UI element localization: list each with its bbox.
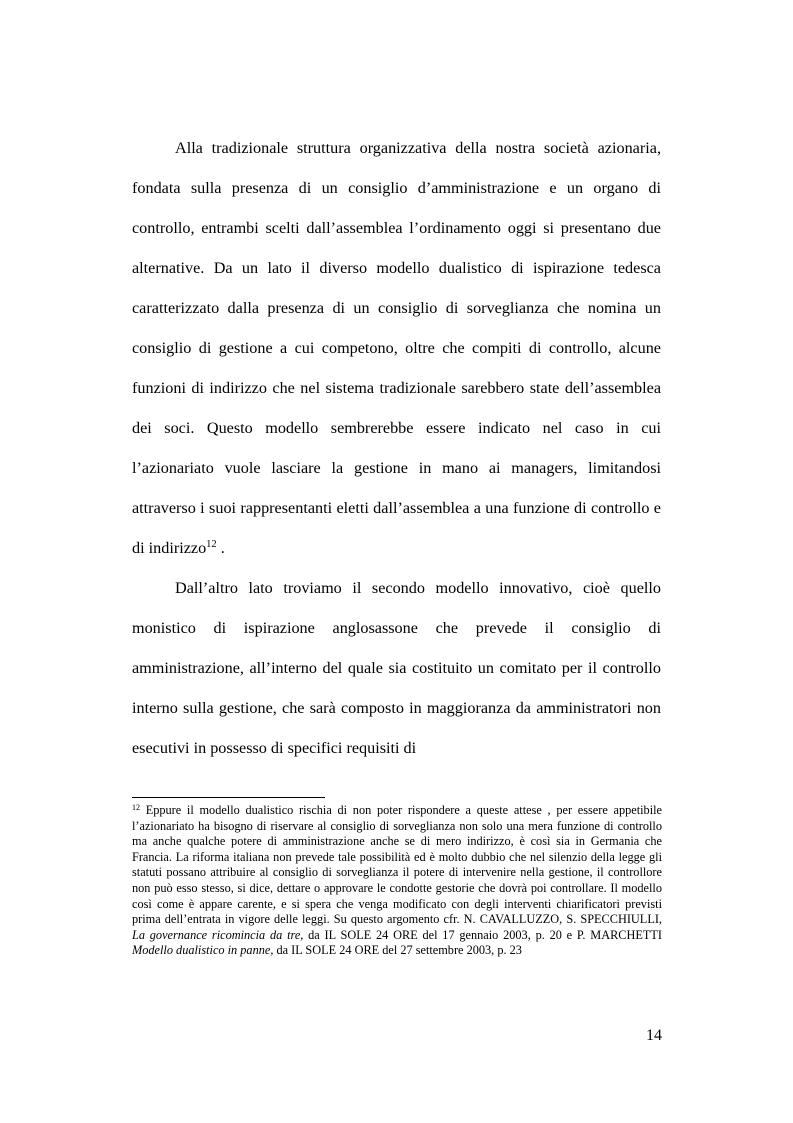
footnote: [132, 803, 662, 959]
footnote-reference[interactable]: 12: [206, 539, 217, 550]
footnote-title-2: Modello dualistico in panne,: [132, 943, 274, 958]
footnote-number: 12: [132, 803, 140, 812]
footnote-separator: [132, 797, 325, 798]
paragraph-1-end: .: [216, 539, 225, 557]
paragraph-2: Dall’altro lato troviamo il secondo modello innovativo, cioè quello monistico di ispirazione anglosassone che prevede il consiglio di amministrazione, all’interno del quale sia costituito un comitato per il controllo interno sulla gestione, che sarà composto in maggioranza da amministratori non esecutivi in possesso di specifici requisiti di: [132, 579, 661, 757]
body-text: [132, 128, 661, 768]
paragraph-1-text: Alla tradizionale struttura organizzativa della nostra società azionaria, fondata sulla presenza di un consiglio d’amministrazione e un organo di controllo, entrambi scelti dall’assemblea l’ordinamento oggi si presentano due alternative. Da un lato il diverso modello dualistico di ispirazione tedesca caratterizzato dalla presenza di un consiglio di sorveglianza che nomina un consiglio di gestione a cui competono, oltre che compiti di controllo, alcune funzioni di indirizzo che nel sistema tradizionale sarebbero state dell’assemblea dei soci. Questo modello sembrerebbe essere indicato nel caso in cui l’azionariato vuole lasciare la gestione in mano ai managers, limitandosi attraverso i suoi rappresentanti eletti dall’assemblea a una funzione di controllo e di indirizzo: [132, 139, 661, 557]
footnote-text-3: da IL SOLE 24 ORE del 27 settembre 2003, p. 23: [273, 943, 522, 958]
footnote-title-1: La governance ricomincia da tre,: [132, 927, 304, 942]
page-number: 14: [646, 1027, 662, 1044]
paragraph-1: [132, 128, 661, 568]
footnote-text-1: Eppure il modello dualistico rischia di non poter rispondere a queste attese , per essere appetibile l’azionariato ha bisogno di riservare al consiglio di sorveglianza non solo una mera funzione di controllo ma anche qualche potere di amministrazione anche se di mero indirizzo, è così sia in Germania che Francia. La riforma italiana non prevede tale possibilità ed è molto dubbio che nel silenzio della legge gli statuti possano attribuire al consiglio di sorveglianza il potere di intervenire nella gestione, il controllore non può esso stesso, si dice, dettare o approvare le condotte gestorie che dovrà poi controllare. Il modello così come è appare carente, e si spera che venga modificato con degli interventi chiarificatori previsti prima dell’entrata in vigore delle leggi. Su questo argomento cfr. N. CAVALLUZZO, S. SPECCHIULLI,: [132, 803, 662, 927]
footnote-text-2: da IL SOLE 24 ORE del 17 gennaio 2003, p. 20 e P. MARCHETTI: [303, 927, 662, 942]
